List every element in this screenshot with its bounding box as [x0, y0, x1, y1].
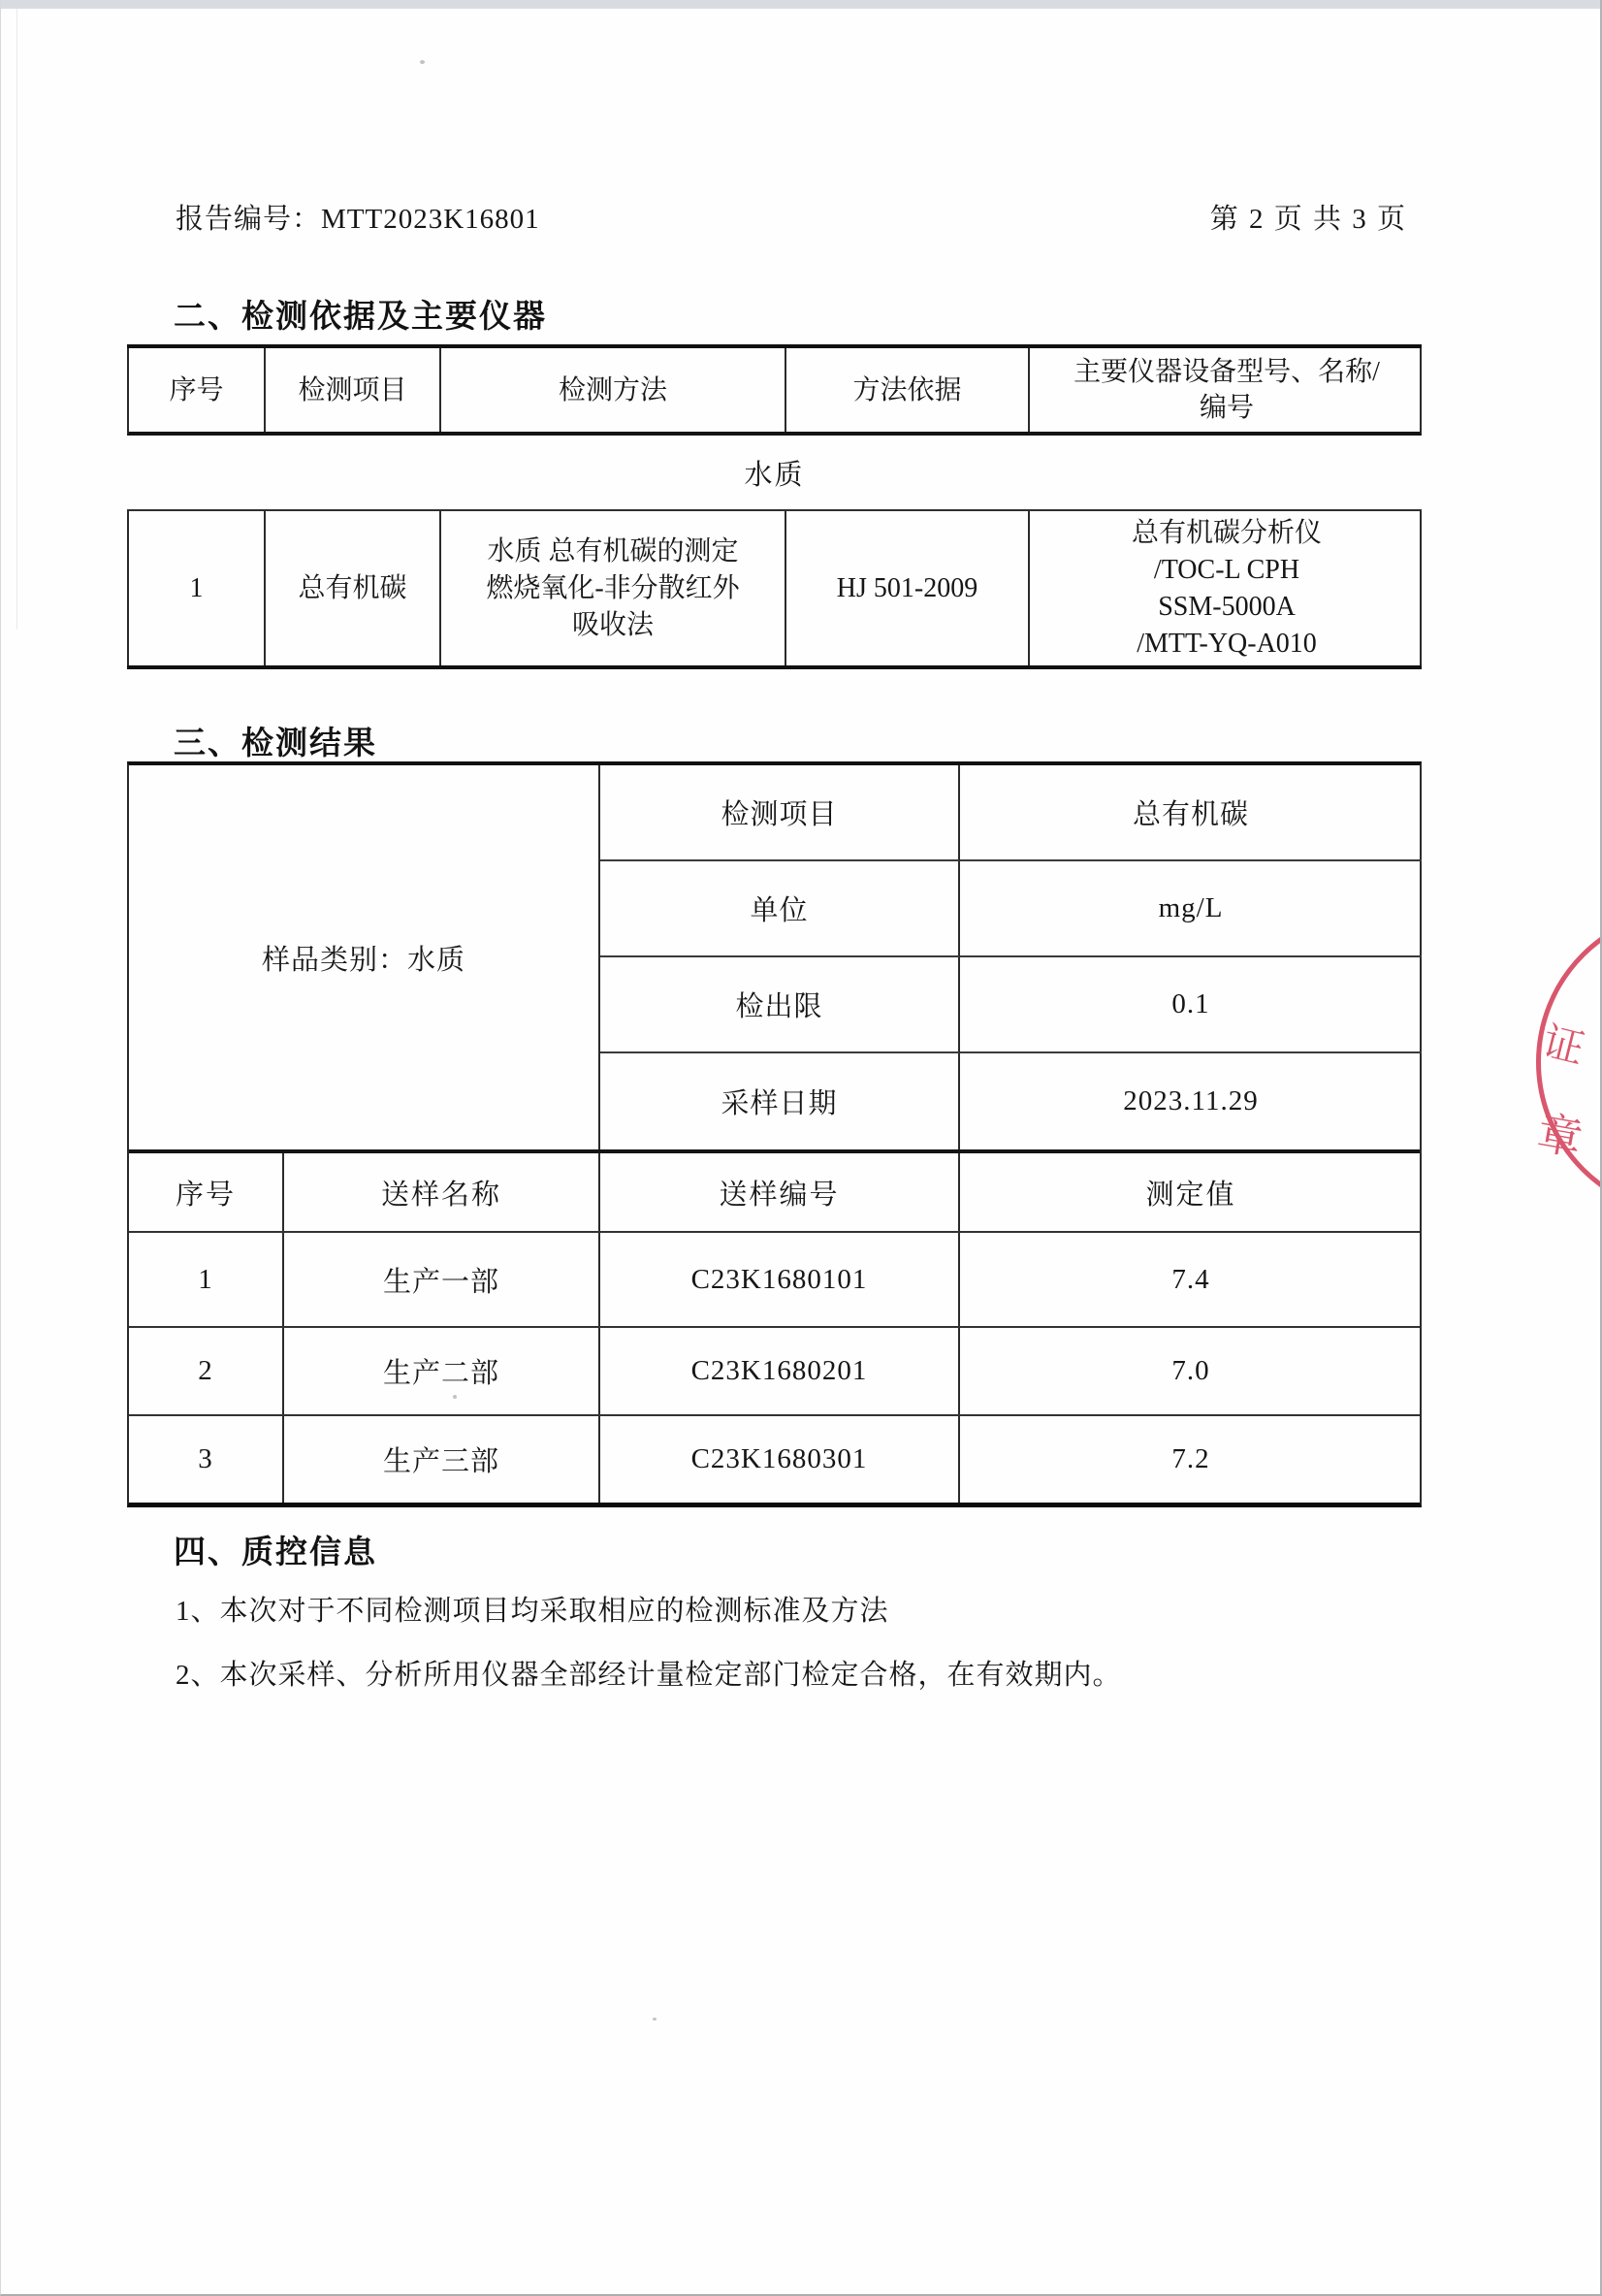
header-cell-measured-value: 测定值 [1145, 1179, 1236, 1211]
cell-instrument [1030, 511, 1424, 665]
instrument-line1: 总有机碳分析仪 [1131, 517, 1322, 548]
basis-instruments-table [127, 344, 1422, 669]
meta-label-item: 检测项目 [600, 765, 960, 861]
header-cell-basis: 方法依据 [786, 348, 1030, 432]
section-title-results: 三、检测结果 [174, 725, 377, 760]
header-cell-sample-code: 送样编号 [600, 1153, 960, 1231]
results-meta-block [129, 765, 1420, 1153]
seal-character-2: 章 [1533, 1108, 1586, 1165]
basis-table-header-row [127, 348, 1422, 436]
cell-sample-name: 生产二部 [284, 1328, 600, 1414]
instrument-line3: SSM-5000A [1158, 591, 1296, 622]
cell-no: 1 [129, 511, 266, 665]
red-seal-partial [1532, 905, 1600, 1227]
header-cell-method: 检测方法 [441, 348, 786, 432]
cell-measured-value: 7.2 [1171, 1443, 1210, 1474]
scan-speck [653, 2018, 657, 2021]
qc-statement-2: 2、本次采样、分析所用仪器全部经计量检定部门检定合格，在有效期内。 [176, 1660, 1122, 1691]
meta-label-sampling-date: 采样日期 [600, 1053, 960, 1149]
instrument-line4: /MTT-YQ-A010 [1137, 628, 1317, 659]
header-cell-seq: 序号 [129, 1153, 284, 1231]
header-instrument-line1: 主要仪器设备型号、名称/ [1073, 357, 1380, 387]
section-title-qc-info: 四、质控信息 [174, 1534, 377, 1569]
cell-seq: 3 [129, 1416, 284, 1503]
header-cell-no: 序号 [129, 348, 266, 432]
results-header-row [129, 1153, 1420, 1233]
cell-item: 总有机碳 [266, 511, 441, 665]
meta-label-unit: 单位 [600, 861, 960, 957]
header-cell-sample-name: 送样名称 [284, 1153, 600, 1231]
cell-sample-name: 生产一部 [284, 1233, 600, 1326]
cell-sample-code: C23K1680101 [600, 1233, 960, 1326]
category-band-water: 水质 [127, 436, 1422, 511]
cell-sample-name: 生产三部 [284, 1416, 600, 1503]
method-line1: 水质 总有机碳的测定 [487, 535, 739, 566]
scan-speck [453, 1395, 457, 1399]
meta-value-unit: mg/L [960, 861, 1422, 957]
cell-seq: 2 [129, 1328, 284, 1414]
scan-speck [420, 60, 425, 64]
scan-edge-left [16, 9, 17, 630]
method-line2: 燃烧氧化-非分散红外 [486, 572, 740, 603]
section-title-basis-instruments: 二、检测依据及主要仪器 [174, 298, 547, 334]
header-instrument-line2: 编号 [1199, 393, 1254, 423]
cell-method [441, 511, 786, 665]
table-row [127, 511, 1422, 665]
cell-sample-code: C23K1680301 [600, 1416, 960, 1503]
meta-value-item: 总有机碳 [960, 765, 1422, 861]
meta-value-sampling-date: 2023.11.29 [1123, 1085, 1259, 1116]
sample-category-cell: 样品类别：水质 [129, 765, 600, 1149]
method-line3: 吸收法 [571, 609, 654, 640]
cell-seq: 1 [129, 1233, 284, 1326]
cell-basis: HJ 501-2009 [786, 511, 1030, 665]
instrument-line2: /TOC-L CPH [1153, 554, 1300, 585]
seal-character-1: 证 [1538, 1019, 1588, 1074]
results-table [127, 761, 1422, 1507]
qc-statement-1: 1、本次对于不同检测项目均采取相应的检测标准及方法 [176, 1596, 889, 1627]
header-cell-item: 检测项目 [266, 348, 441, 432]
header-cell-instrument [1030, 348, 1424, 432]
report-number: 报告编号：MTT2023K16801 [176, 204, 540, 235]
table-row [129, 1328, 1420, 1416]
meta-value-detection-limit: 0.1 [960, 957, 1422, 1053]
cell-measured-value: 7.0 [1171, 1355, 1210, 1386]
meta-label-detection-limit: 检出限 [600, 957, 960, 1053]
table-row [129, 1416, 1420, 1503]
cell-sample-code: C23K1680201 [600, 1328, 960, 1414]
page-indicator: 第 2 页 共 3 页 [1209, 204, 1407, 235]
scan-edge-top [1, 0, 1600, 9]
cell-measured-value: 7.4 [1171, 1263, 1210, 1295]
table-row [129, 1233, 1420, 1328]
